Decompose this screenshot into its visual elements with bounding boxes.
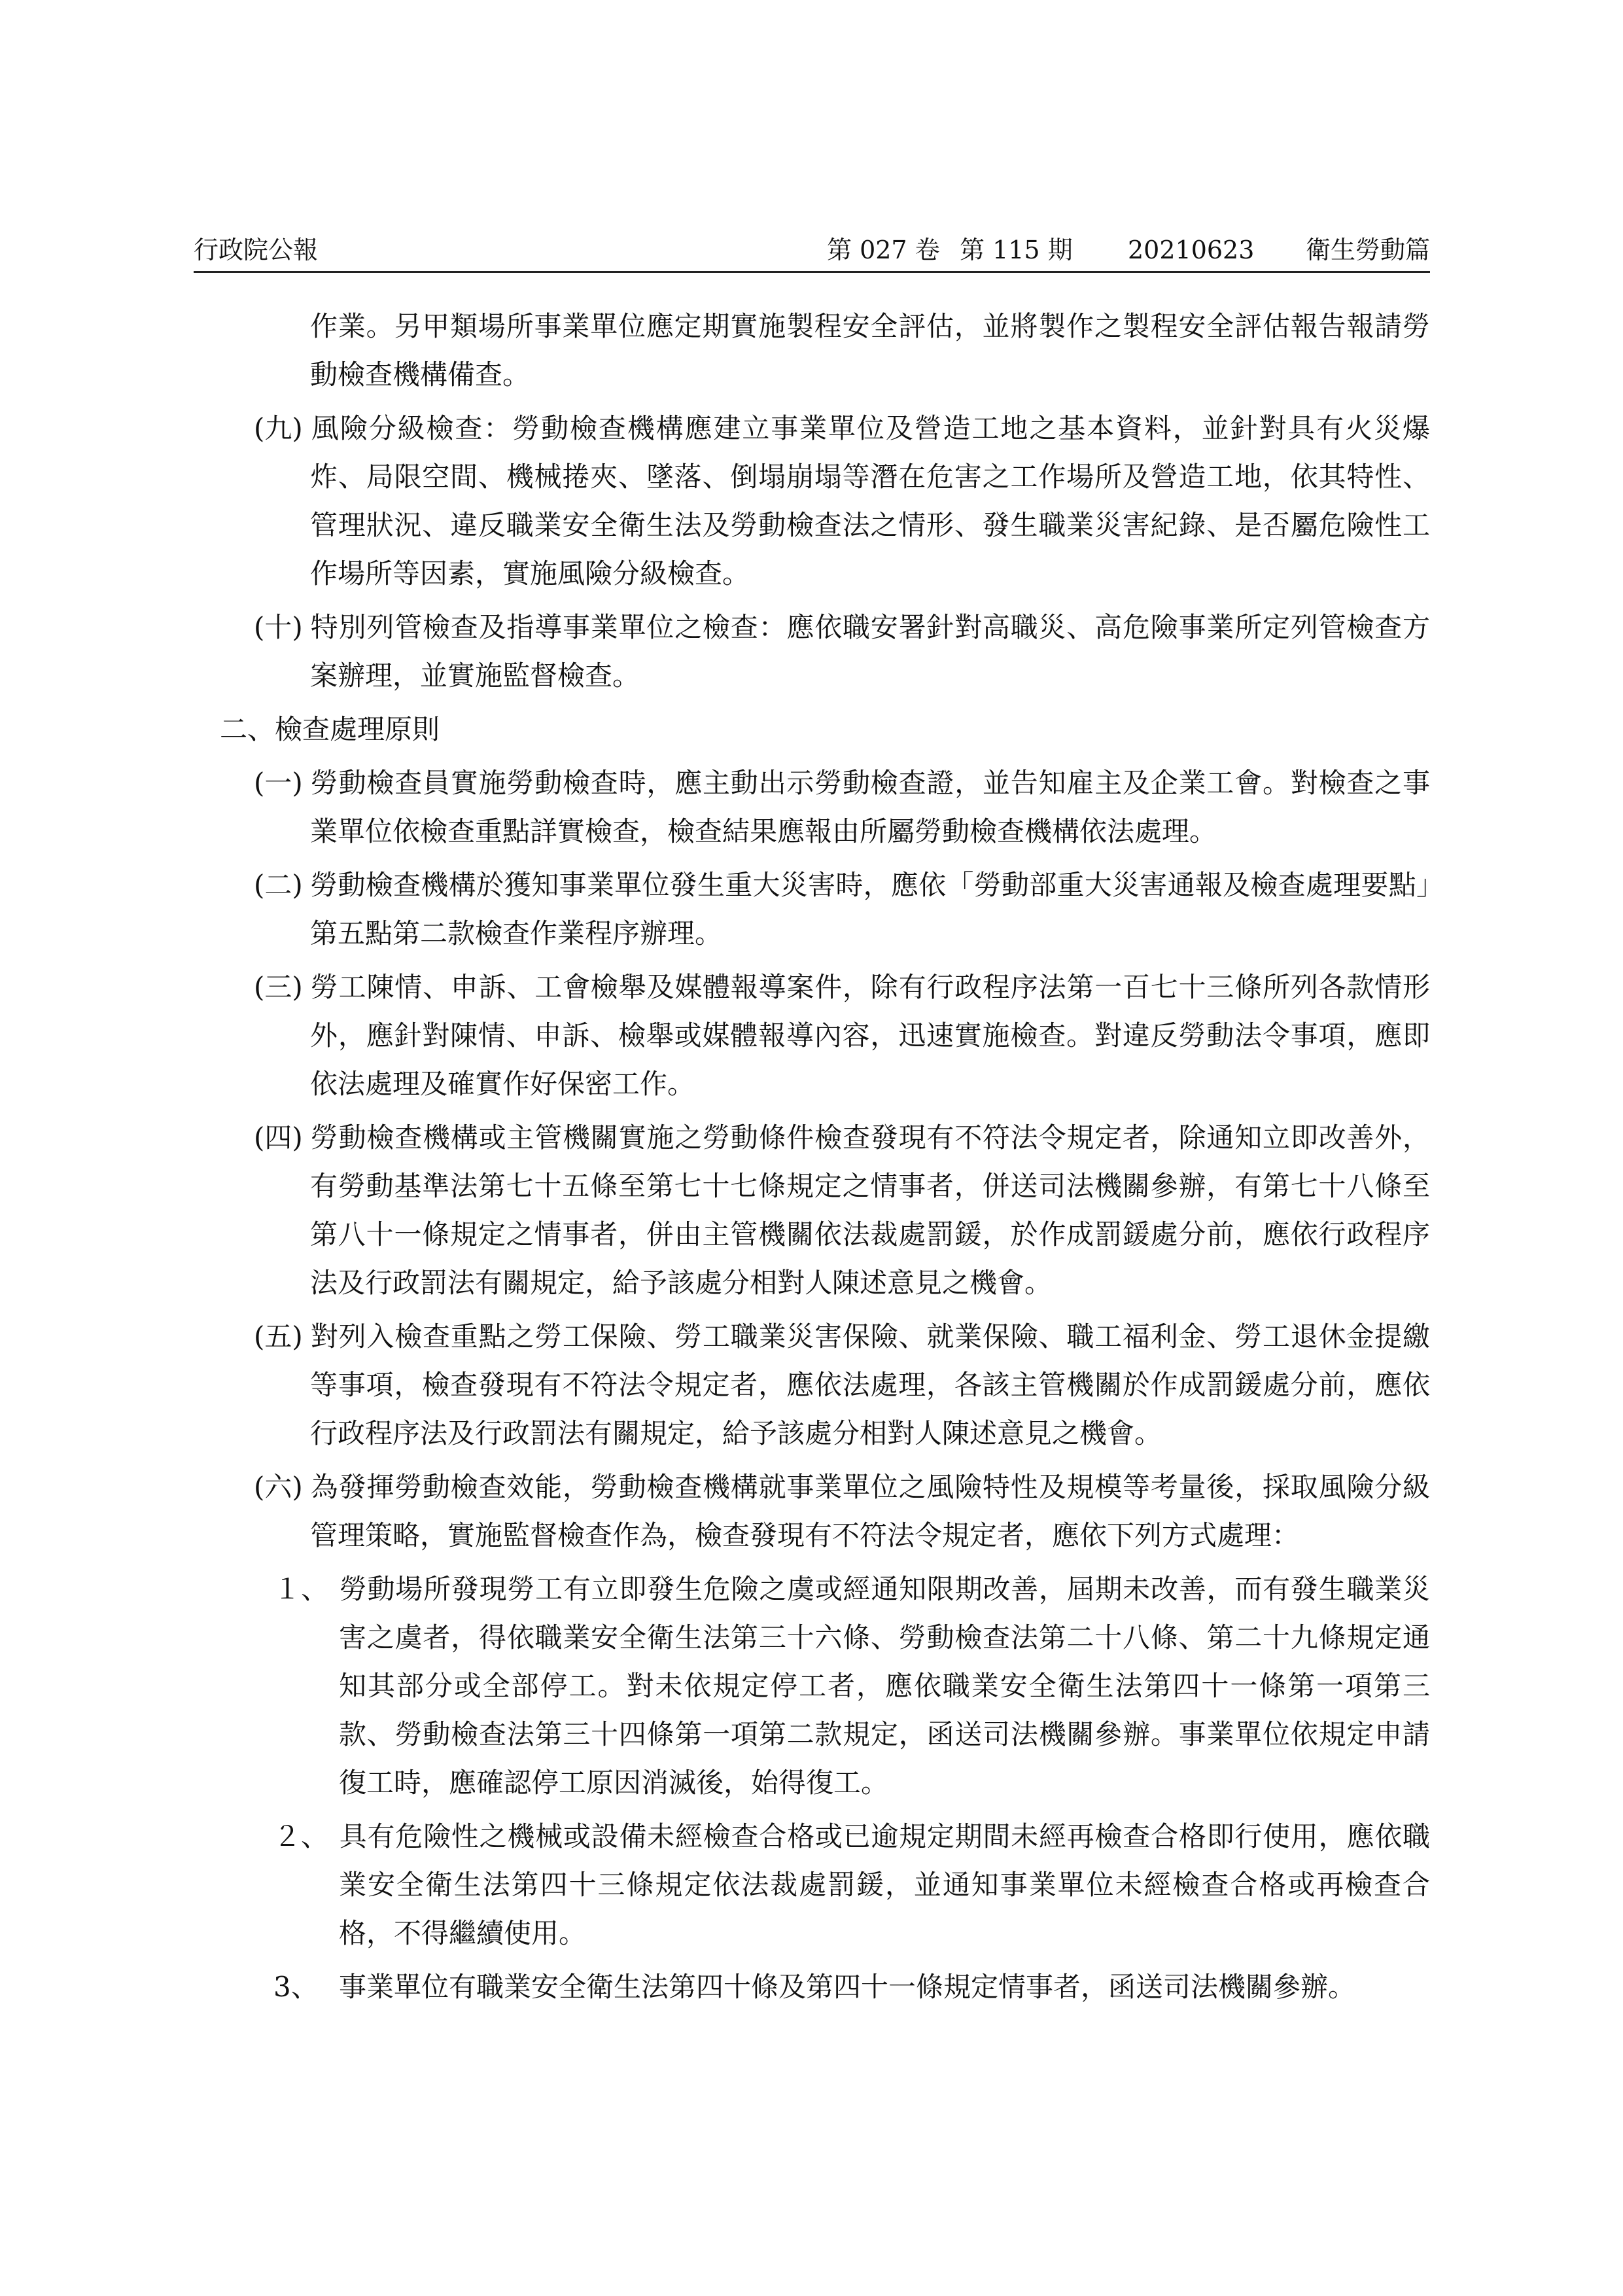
item-3-complaints — [194, 963, 1430, 1108]
item-5-insurance — [194, 1313, 1430, 1458]
item-marker: (四) — [254, 1122, 303, 1154]
item-text: 勞動檢查機構於獲知事業單位發生重大災害時，應依「勞動部重大災害通報及檢查處理要點」第五點第二款檢查作業程序辦理。 — [310, 869, 1430, 949]
subitem-3-judicial-referral — [194, 1963, 1430, 2011]
item-marker: (一) — [254, 767, 303, 799]
publication-date: 20210623 — [1128, 236, 1255, 264]
item-1-inspector-duties — [194, 759, 1430, 856]
document-body — [194, 302, 1430, 2017]
item-text: 特別列管檢查及指導事業單位之檢查：應依職安署針對高職災、高危險事業所定列管檢查方案辦理，並實施監督檢查。 — [310, 611, 1430, 692]
item-marker: (六) — [254, 1471, 303, 1503]
subitem-marker: １、 — [273, 1573, 329, 1605]
section-heading-text: 二、檢查處理原則 — [220, 713, 440, 745]
volume-number: 第 027 卷 — [827, 236, 940, 264]
item-text: 風險分級檢查：勞動檢查機構應建立事業單位及營造工地之基本資料，並針對具有火災爆炸、局限空間、機械捲夾、墜落、倒塌崩塌等潛在危害之工作場所及營造工地，依其特性、管理狀況、違反職業安全衛生法及勞動檢查法之情形、發生職業災害紀錄、是否屬危險性工作場所等因素，實施風險分級檢查。 — [310, 412, 1430, 590]
subitem-1-work-stoppage — [194, 1565, 1430, 1807]
subitem-marker: 3、 — [273, 1971, 319, 2003]
item-marker: (三) — [254, 971, 303, 1003]
item-4-labor-conditions — [194, 1114, 1430, 1307]
page-header — [194, 230, 1430, 270]
section-heading-2 — [194, 705, 1430, 754]
section-name: 衛生勞動篇 — [1305, 236, 1430, 264]
item-text: 勞工陳情、申訴、工會檢舉及媒體報導案件，除有行政程序法第一百七十三條所列各款情形外，應針對陳情、申訴、檢舉或媒體報導內容，迅速實施檢查。對違反勞動法令事項，應即依法處理及確實作好保密工作。 — [310, 971, 1430, 1100]
subitem-marker: ２、 — [273, 1820, 329, 1852]
item-text: 勞動檢查機構或主管機關實施之勞動條件檢查發現有不符法令規定者，除通知立即改善外，有勞動基準法第七十五條至第七十七條規定之情事者，併送司法機關參辦，有第七十八條至第八十一條規定之情事者，併由主管機關依法裁處罰鍰，於作成罰鍰處分前，應依行政程序法及行政罰法有關規定，給予該處分相對人陳述意見之機會。 — [310, 1122, 1430, 1299]
item-text: 為發揮勞動檢查效能，勞動檢查機構就事業單位之風險特性及規模等考量後，採取風險分級管理策略，實施監督檢查作為，檢查發現有不符法令規定者，應依下列方式處理： — [310, 1471, 1430, 1551]
publication-title: 行政院公報 — [194, 236, 319, 264]
item-marker: (二) — [254, 869, 303, 901]
item-text: 對列入檢查重點之勞工保險、勞工職業災害保險、就業保險、職工福利金、勞工退休金提繳等事項，檢查發現有不符法令規定者，應依法處理，各該主管機關於作成罰鍰處分前，應依行政程序法及行政罰法有關規定，給予該處分相對人陳述意見之機會。 — [310, 1320, 1430, 1449]
item-marker: (五) — [254, 1320, 303, 1352]
item-10-special-inspection — [194, 603, 1430, 700]
subitem-text: 事業單位有職業安全衛生法第四十條及第四十一條規定情事者，函送司法機關參辦。 — [339, 1971, 1356, 2003]
item-text: 勞動檢查員實施勞動檢查時，應主動出示勞動檢查證，並告知雇主及企業工會。對檢查之事業單位依檢查重點詳實檢查，檢查結果應報由所屬勞動檢查機構依法處理。 — [310, 767, 1430, 847]
item-9-risk-classification — [194, 404, 1430, 598]
paragraph-continuation — [194, 302, 1430, 399]
item-marker: (十) — [254, 611, 303, 643]
item-6-risk-management — [194, 1463, 1430, 1560]
item-2-major-disaster — [194, 861, 1430, 958]
item-marker: (九) — [254, 412, 303, 444]
header-rule — [194, 271, 1430, 273]
subitem-2-hazardous-machinery — [194, 1812, 1430, 1958]
subitem-text: 具有危險性之機械或設備未經檢查合格或已逾規定期間未經再檢查合格即行使用，應依職業安全衛生法第四十三條規定依法裁處罰鍰，並通知事業單位未經檢查合格或再檢查合格，不得繼續使用。 — [339, 1820, 1430, 1949]
paragraph-text: 作業。另甲類場所事業單位應定期實施製程安全評估，並將製作之製程安全評估報告報請勞動檢查機構備查。 — [310, 310, 1430, 391]
issue-number: 第 115 期 — [960, 236, 1073, 264]
subitem-text: 勞動場所發現勞工有立即發生危險之虞或經通知限期改善，屆期未改善，而有發生職業災害之虞者，得依職業安全衛生法第三十六條、勞動檢查法第二十八條、第二十九條規定通知其部分或全部停工。對未依規定停工者，應依職業安全衛生法第四十一條第一項第三款、勞動檢查法第三十四條第一項第二款規定，函送司法機關參辦。事業單位依規定申請復工時，應確認停工原因消滅後，始得復工。 — [339, 1573, 1430, 1799]
